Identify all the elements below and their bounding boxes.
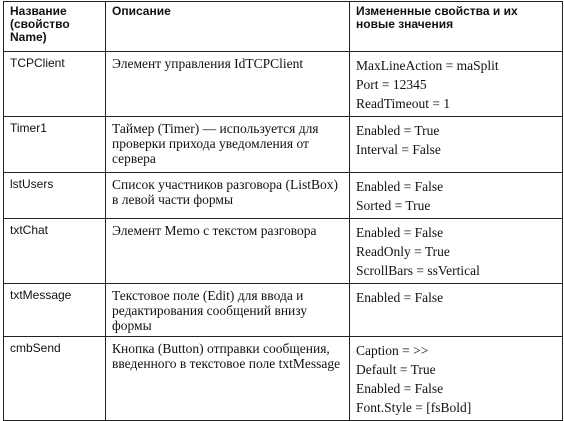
table-row [4,219,563,284]
property-value: Enabled = False [356,225,444,240]
component-description: Таймер (Timer) — используется для проверки прихода уведомления от сервера [106,117,350,173]
component-properties [350,52,563,117]
property-value: Interval = False [356,142,441,157]
header-properties: Измененные свойства и их новые значения [350,2,563,52]
component-description: Элемент управления IdTCPClient [106,52,350,117]
header-row [4,2,563,52]
property-value: Font.Style = [fsBold] [356,400,472,415]
component-description: Элемент Memo с текстом разговора [106,219,350,284]
component-properties [350,284,563,337]
component-name: TCPClient [4,52,106,117]
component-description: Кнопка (Button) отправки сообщения, введенного в текстовое поле txtMessage [106,337,350,421]
component-description: Текстовое поле (Edit) для ввода и редактирования сообщений внизу формы [106,284,350,337]
component-name: txtChat [4,219,106,284]
component-name: lstUsers [4,173,106,219]
component-properties [350,173,563,219]
property-value: ScrollBars = ssVertical [356,263,480,278]
property-value: Port = 12345 [356,77,427,92]
property-value: Default = True [356,362,436,377]
property-value: Enabled = False [356,179,444,194]
property-value: MaxLineAction = maSplit [356,58,499,73]
property-value: Enabled = False [356,381,444,396]
property-value: Caption = >> [356,343,429,358]
component-properties [350,219,563,284]
table-row [4,284,563,337]
property-value: ReadTimeout = 1 [356,96,451,111]
property-value: Enabled = False [356,290,444,305]
table-row [4,117,563,173]
component-name: cmbSend [4,337,106,421]
property-value: Sorted = True [356,198,431,213]
component-properties [350,337,563,421]
component-properties [350,117,563,173]
table-row [4,52,563,117]
table-row [4,337,563,421]
component-description: Список участников разговора (ListBox) в левой части формы [106,173,350,219]
header-name: Название (свойство Name) [4,2,106,52]
property-value: Enabled = True [356,123,440,138]
component-name: txtMessage [4,284,106,337]
properties-table [3,1,563,421]
header-description: Описание [106,2,350,52]
table-row [4,173,563,219]
property-value: ReadOnly = True [356,244,450,259]
component-name: Timer1 [4,117,106,173]
